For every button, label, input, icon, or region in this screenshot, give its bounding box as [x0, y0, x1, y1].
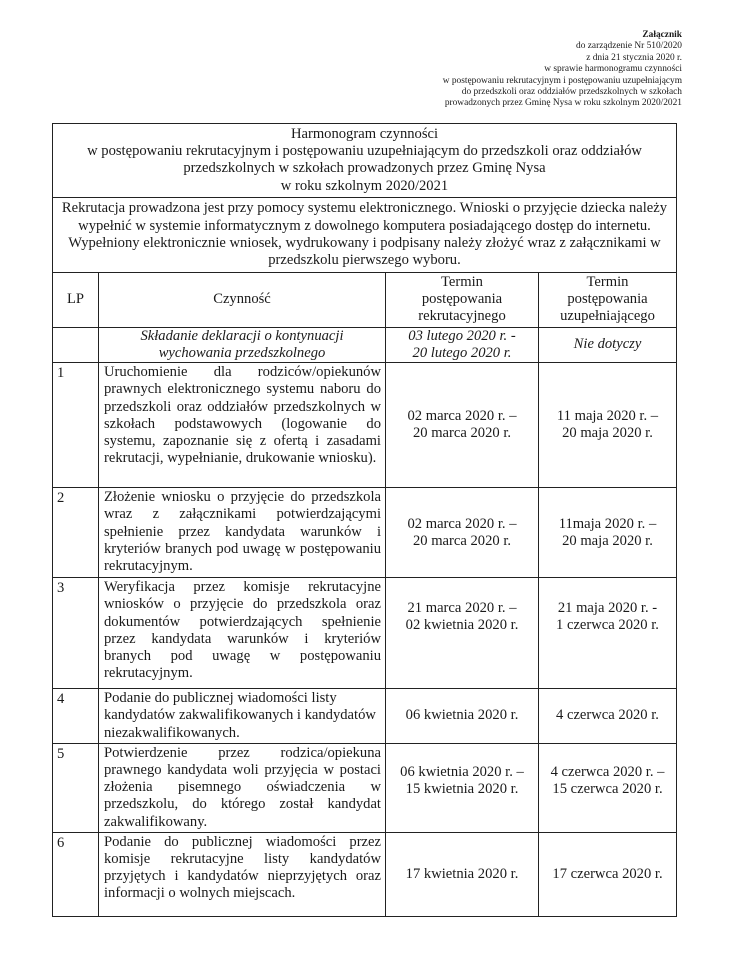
- date-line: 20 lutego 2020 r.: [412, 345, 512, 362]
- header-row: [53, 272, 677, 327]
- header-line: Termin: [586, 274, 629, 290]
- table-title-row: [53, 124, 677, 198]
- date-line: 02 marca 2020 r. –: [407, 515, 517, 532]
- row-recruitment: [386, 743, 539, 832]
- row-recruitment: [386, 689, 539, 744]
- row-activity: Potwierdzenie przez rodzica/opiekuna prawnego kandydata woli przyjęcia w postaci złożenia pisemnego oświadczenia w przedszkolu, do którego został kandydat zakwalifikowany.: [99, 743, 386, 832]
- row-activity: Uruchomienie dla rodziców/opiekunów prawnych elektronicznego systemu naboru do przedszkoli oraz oddziałów przedszkolnych w szkołach podstawowych (logowanie do systemu, zapoznanie się z ofertą i zasadami rekrutacji, wypełnianie, drukowanie wniosku).: [99, 363, 386, 488]
- annex-line: w sprawie harmonogramu czynności: [544, 64, 682, 75]
- row-activity: Weryfikacja przez komisje rekrutacyjne wniosków o przyjęcie do przedszkola oraz dokumentów potwierdzających spełnienie przez kandydata warunków i kryteriów branych pod uwagę w postępowaniu rekrutacyjnym.: [99, 578, 386, 689]
- header-line: rekrutacyjnego: [418, 308, 506, 325]
- annex-line: z dnia 21 stycznia 2020 r.: [586, 52, 682, 63]
- date-line: 06 kwietnia 2020 r.: [405, 707, 519, 724]
- header-line: Termin: [441, 274, 483, 290]
- date-line: 15 kwietnia 2020 r.: [405, 781, 519, 798]
- date-line: 02 marca 2020 r. –: [407, 408, 517, 425]
- row-lp: 2: [53, 488, 99, 578]
- date-line: 02 kwietnia 2020 r.: [405, 617, 519, 634]
- date-line: 15 czerwca 2020 r.: [552, 781, 663, 798]
- table-row: [53, 363, 677, 488]
- annex-header: [443, 30, 682, 110]
- table-row: [53, 689, 677, 744]
- annex-line: do przedszkoli oraz oddziałów przedszkolnych w szkołach: [461, 87, 682, 98]
- title-line: w postępowaniu rekrutacyjnym i postępowaniu uzupełniającym do przedszkoli oraz oddziałów: [87, 143, 642, 160]
- header-activity: Czynność: [99, 272, 386, 327]
- row-lp: 1: [53, 363, 99, 488]
- row-supplementary: [539, 689, 677, 744]
- date-line: 20 maja 2020 r.: [562, 425, 653, 442]
- table-row: [53, 743, 677, 832]
- date-line: 4 czerwca 2020 r.: [556, 707, 659, 724]
- date-line: 11 maja 2020 r. –: [556, 408, 659, 425]
- row-supplementary: [539, 363, 677, 488]
- title-line: w roku szkolnym 2020/2021: [280, 177, 449, 194]
- date-line: 03 lutego 2020 r. -: [408, 327, 516, 344]
- header-line: postępowania: [567, 291, 648, 308]
- date-line: 21 marca 2020 r. –: [407, 600, 517, 617]
- date-line: 11maja 2020 r. –: [558, 515, 657, 532]
- declaration-line: wychowania przedszkolnego: [158, 345, 326, 362]
- annex-title: Załącznik: [642, 30, 682, 40]
- row-lp: 3: [53, 578, 99, 689]
- table-row: [53, 488, 677, 578]
- title-line: przedszkolnych w szkołach prowadzonych przez Gminę Nysa: [183, 160, 546, 177]
- header-recruitment-term: [386, 272, 539, 327]
- row-recruitment: [386, 488, 539, 578]
- row-supplementary: [539, 488, 677, 578]
- date-line: 20 marca 2020 r.: [412, 532, 512, 549]
- header-lp: LP: [53, 272, 99, 327]
- date-line: 17 czerwca 2020 r.: [552, 865, 663, 882]
- annex-line: w postępowaniu rekrutacyjnym i postępowaniu uzupełniającym: [442, 75, 682, 86]
- row-activity: Złożenie wniosku o przyjęcie do przedszkola wraz z załącznikami potwierdzającymi spełnienie przez kandydata warunków i kryteriów branych pod uwagę w postępowaniu rekrutacyjnym.: [99, 488, 386, 578]
- declaration-lp: [53, 327, 99, 362]
- row-activity: Podanie do publicznej wiadomości listy kandydatów zakwalifikowanych i kandydatów niezakwalifikowanych.: [99, 689, 386, 744]
- date-line: 4 czerwca 2020 r. –: [550, 763, 665, 780]
- title-line: Harmonogram czynności: [290, 126, 439, 142]
- header-supplementary-term: [539, 272, 677, 327]
- intro-text: Rekrutacja prowadzona jest przy pomocy systemu elektronicznego. Wnioski o przyjęcie dziecka należy wypełnić w systemie informatycznym z dowolnego komputera posiadającego dostęp do internetu. Wypełniony elektronicznie wniosek, wydrukowany i podpisany należy złożyć wraz z załącznikami w przedszkolu pierwszego wyboru.: [53, 197, 677, 272]
- date-line: 20 maja 2020 r.: [562, 532, 653, 549]
- row-lp: 5: [53, 743, 99, 832]
- declaration-supplementary: Nie dotyczy: [539, 327, 677, 362]
- header-line: postępowania: [421, 291, 503, 308]
- date-line: 06 kwietnia 2020 r. –: [400, 763, 524, 780]
- date-line: 20 marca 2020 r.: [412, 425, 512, 442]
- row-recruitment: [386, 832, 539, 916]
- table-row: [53, 578, 677, 689]
- declaration-row: [53, 327, 677, 362]
- row-activity: Podanie do publicznej wiadomości przez komisje rekrutacyjne listy kandydatów przyjętych i kandydatów nieprzyjętych oraz informacji o wolnych miejscach.: [99, 832, 386, 916]
- header-line: uzupełniającego: [560, 308, 655, 325]
- declaration-line: Składanie deklaracji o kontynuacji: [140, 327, 344, 344]
- annex-line: do zarządzenie Nr 510/2020: [576, 41, 682, 52]
- row-supplementary: [539, 578, 677, 689]
- date-line: 1 czerwca 2020 r.: [556, 617, 659, 634]
- schedule-table: [52, 123, 677, 917]
- row-recruitment: [386, 363, 539, 488]
- row-supplementary: [539, 743, 677, 832]
- annex-line: prowadzonych przez Gminę Nysa w roku szkolnym 2020/2021: [444, 98, 682, 109]
- table-title: [53, 124, 677, 198]
- row-recruitment: [386, 578, 539, 689]
- row-supplementary: [539, 832, 677, 916]
- declaration-activity: [99, 327, 386, 362]
- intro-row: [53, 197, 677, 272]
- row-lp: 4: [53, 689, 99, 744]
- date-line: 17 kwietnia 2020 r.: [405, 865, 519, 882]
- declaration-recruitment: [386, 327, 539, 362]
- date-line: 21 maja 2020 r. -: [557, 600, 658, 617]
- table-row: [53, 832, 677, 916]
- row-lp: 6: [53, 832, 99, 916]
